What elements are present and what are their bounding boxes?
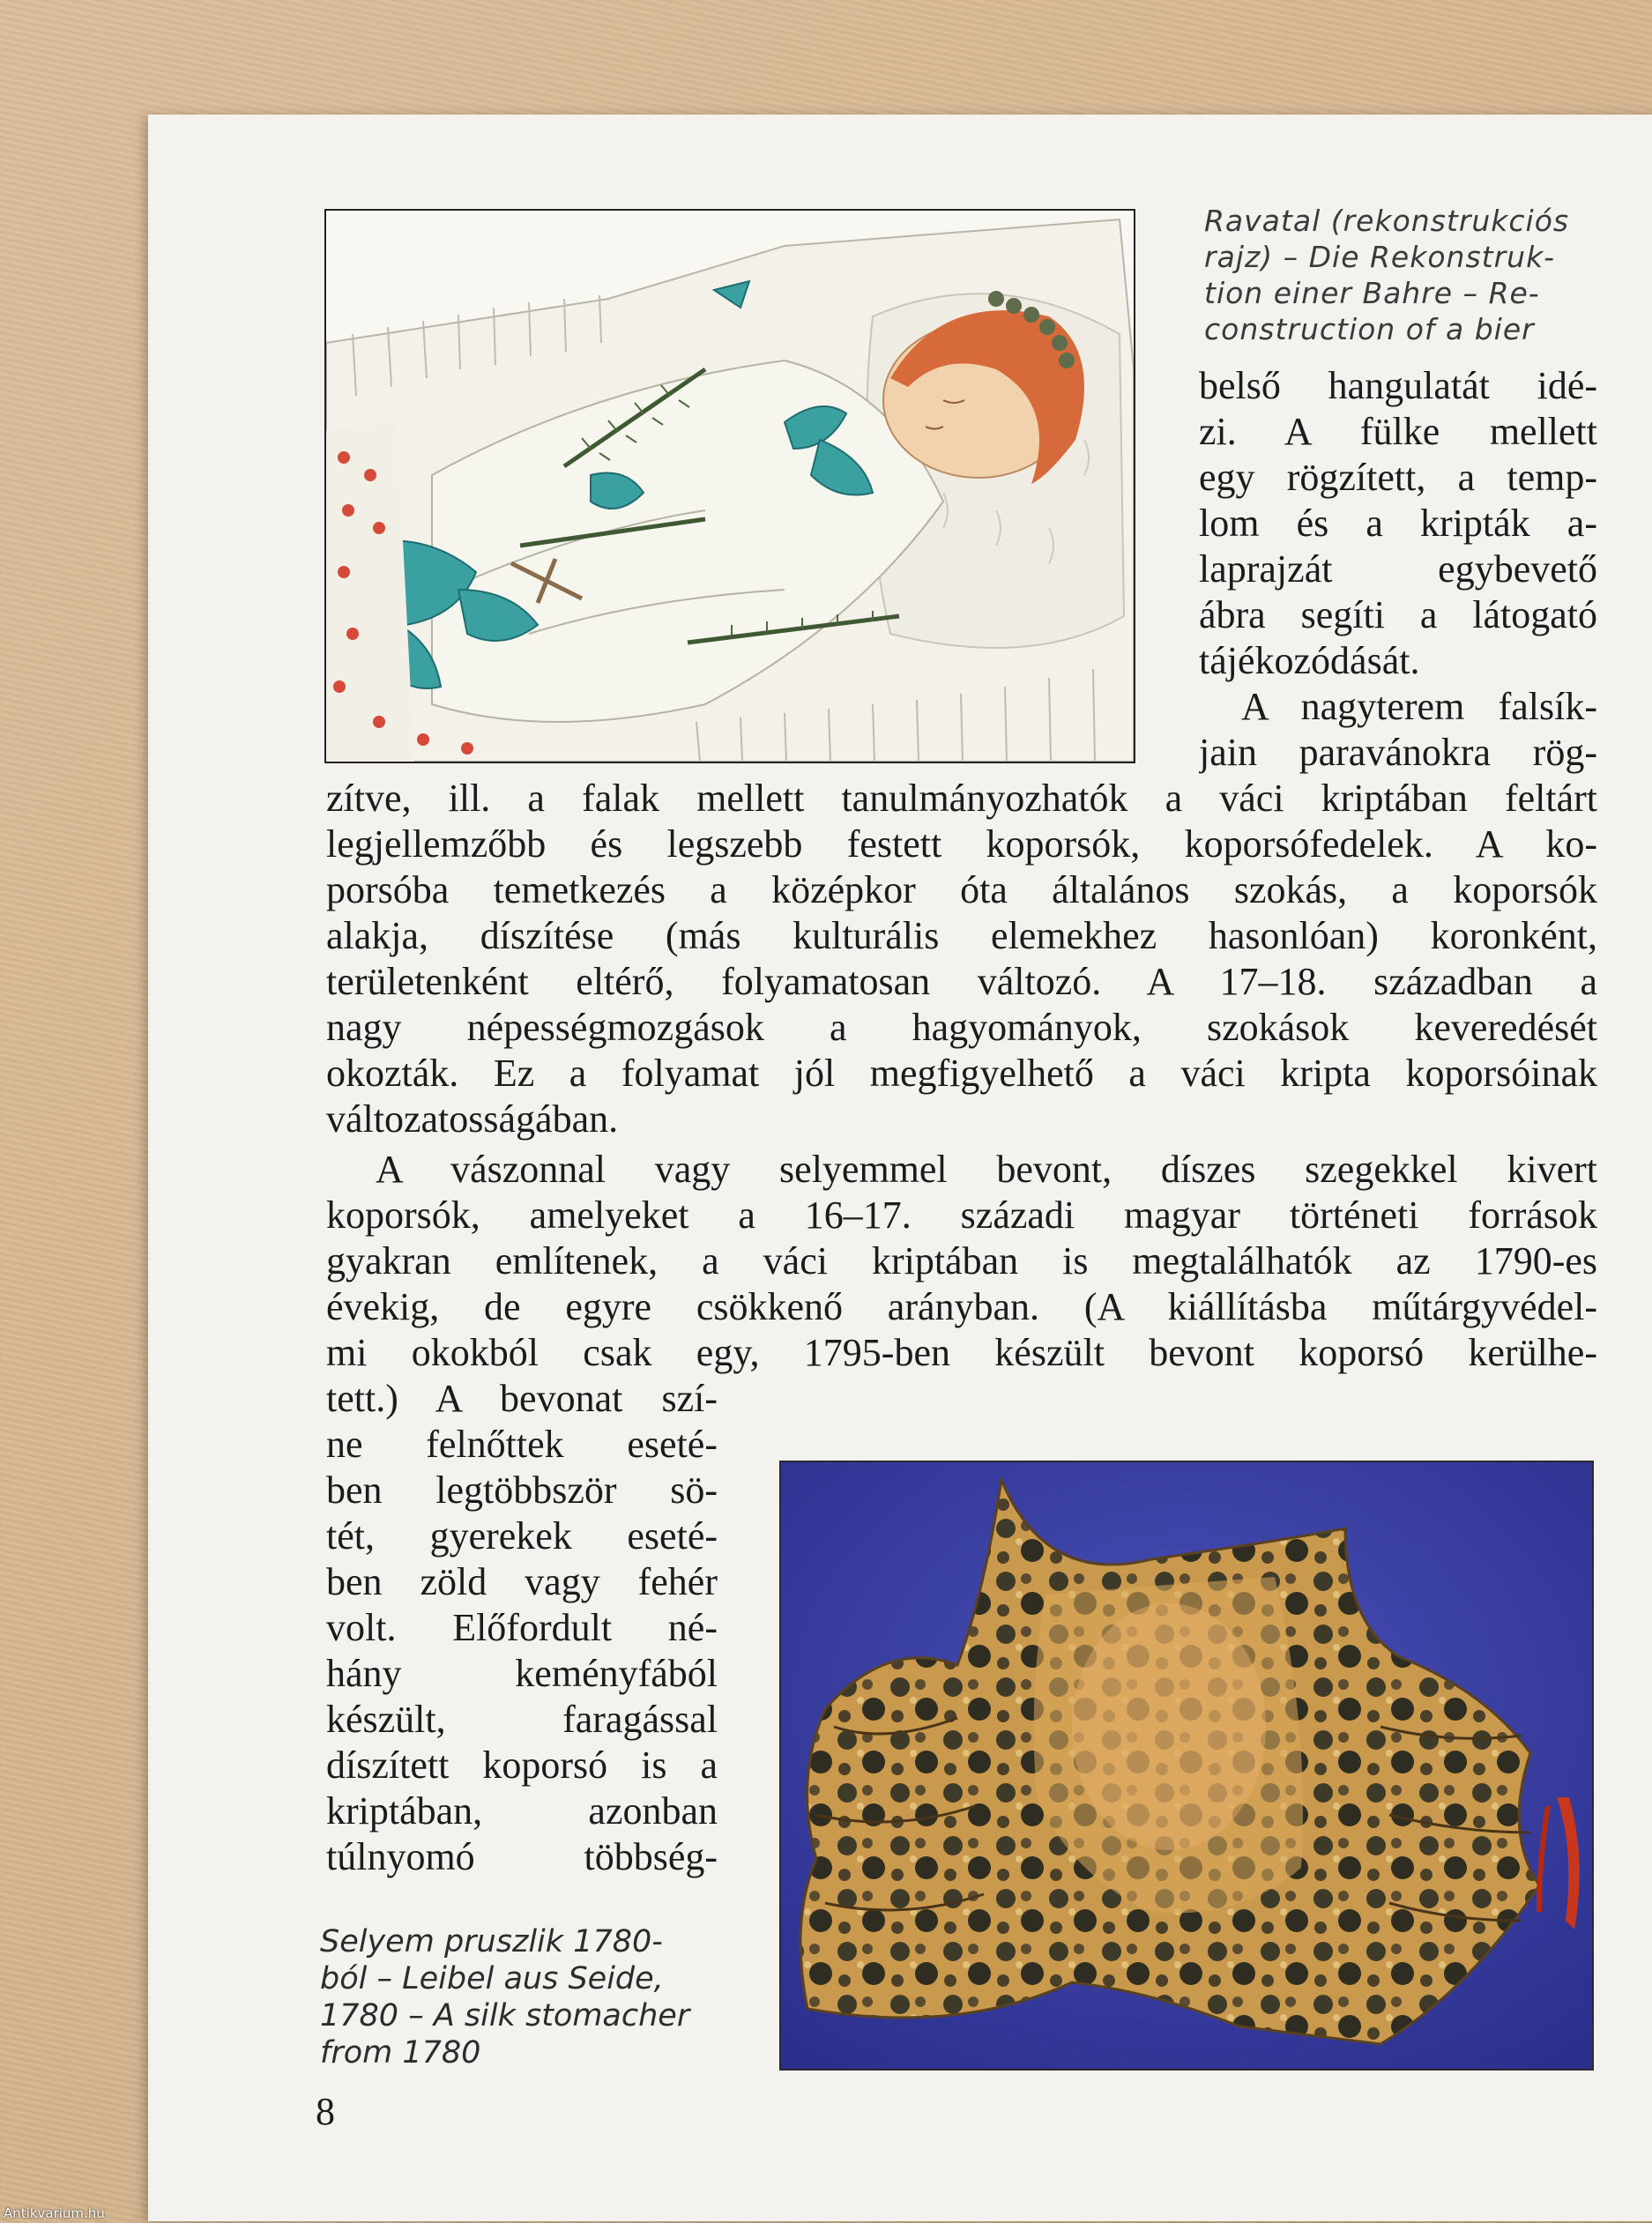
caption-line: Selyem pruszlik 1780- [320,1924,663,1959]
text-line: területenként eltérő, folyamatosan változó. A 17–18. században a [326,960,1597,1003]
text-line: ben zöld vagy fehér [326,1560,718,1603]
text-line: egy rögzített, a temp- [1199,456,1597,499]
text-line: ben legtöbbször sö- [326,1468,718,1512]
caption-line: 1780 – A silk stomacher [320,1998,690,2033]
watermark: Antikvarium.hu [4,2205,105,2221]
caption-line: construction of a bier [1204,312,1535,346]
text-line: laprajzát egybevető [1199,547,1597,591]
photo-caption [320,1923,761,2071]
text-line: tájékozódását. [1199,639,1420,682]
text-line: belső hangulatát idé- [1199,364,1597,407]
stomacher-image [781,1462,1592,2069]
text-line: jain paravánokra rög- [1199,731,1597,774]
text-line: ne felnőttek eseté- [326,1423,718,1466]
text-line: tett.) A bevonat szí- [326,1377,718,1420]
caption-line: tion einer Bahre – Re- [1204,276,1540,310]
silk-stomacher-photo [779,1461,1594,2071]
text-line: volt. Előfordult né- [326,1606,718,1649]
text-line: nagy népességmozgások a hagyományok, szokások keveredését [326,1006,1597,1049]
book-page [148,115,1652,2221]
text-line: lom és a kripták a- [1199,502,1597,545]
text-line: legjellemzőbb és legszebb festett koporsók, koporsófedelek. A ko- [326,822,1597,866]
text-line: koporsók, amelyeket a 16–17. századi magyar történeti források [326,1193,1597,1237]
text-line: okozták. Ez a folyamat jól megfigyelhető a váci kripta koporsóinak [326,1052,1597,1095]
caption-line: ból – Leibel aus Seide, [320,1961,664,1996]
text-line: hány keményfából [326,1652,718,1695]
bier-illustration [324,209,1135,763]
text-line: zi. A fülke mellett [1199,410,1597,453]
page-number: 8 [316,2090,335,2133]
text-line: A vászonnal vagy selyemmel bevont, díszes szegekkel kivert [376,1148,1597,1191]
text-line: mi okokból csak egy, 1795-ben készült bevont koporsó kerülhe- [326,1331,1597,1374]
text-line: évekig, de egyre csökkenő arányban. (A kiállításba műtárgyvédel- [326,1285,1597,1328]
text-line: tét, gyerekek eseté- [326,1514,718,1558]
text-line: zítve, ill. a falak mellett tanulmányozhatók a váci kriptában feltárt [326,777,1597,820]
text-line: A nagyterem falsík- [1241,685,1597,728]
bier-drawing [326,211,1134,762]
text-line: túlnyomó többség- [326,1835,718,1878]
text-line: változatosságában. [326,1097,619,1141]
text-line: ábra segíti a látogató [1199,593,1597,636]
text-line: alakja, díszítése (más kulturális elemekhez hasonlóan) koronként, [326,914,1597,957]
caption-line: rajz) – Die Rekonstruk- [1204,240,1556,274]
caption-line: Ravatal (rekonstrukciós [1204,204,1570,238]
illustration-caption [1204,203,1592,347]
text-line: gyakran említenek, a váci kriptában is megtalálhatók az 1790-es [326,1239,1597,1282]
text-line: kriptában, azonban [326,1789,718,1833]
text-line: díszített koporsó is a [326,1743,718,1787]
caption-line: from 1780 [320,2035,481,2071]
text-line: készült, faragással [326,1698,718,1741]
text-line: porsóba temetkezés a középkor óta általános szokás, a koporsók [326,868,1597,911]
